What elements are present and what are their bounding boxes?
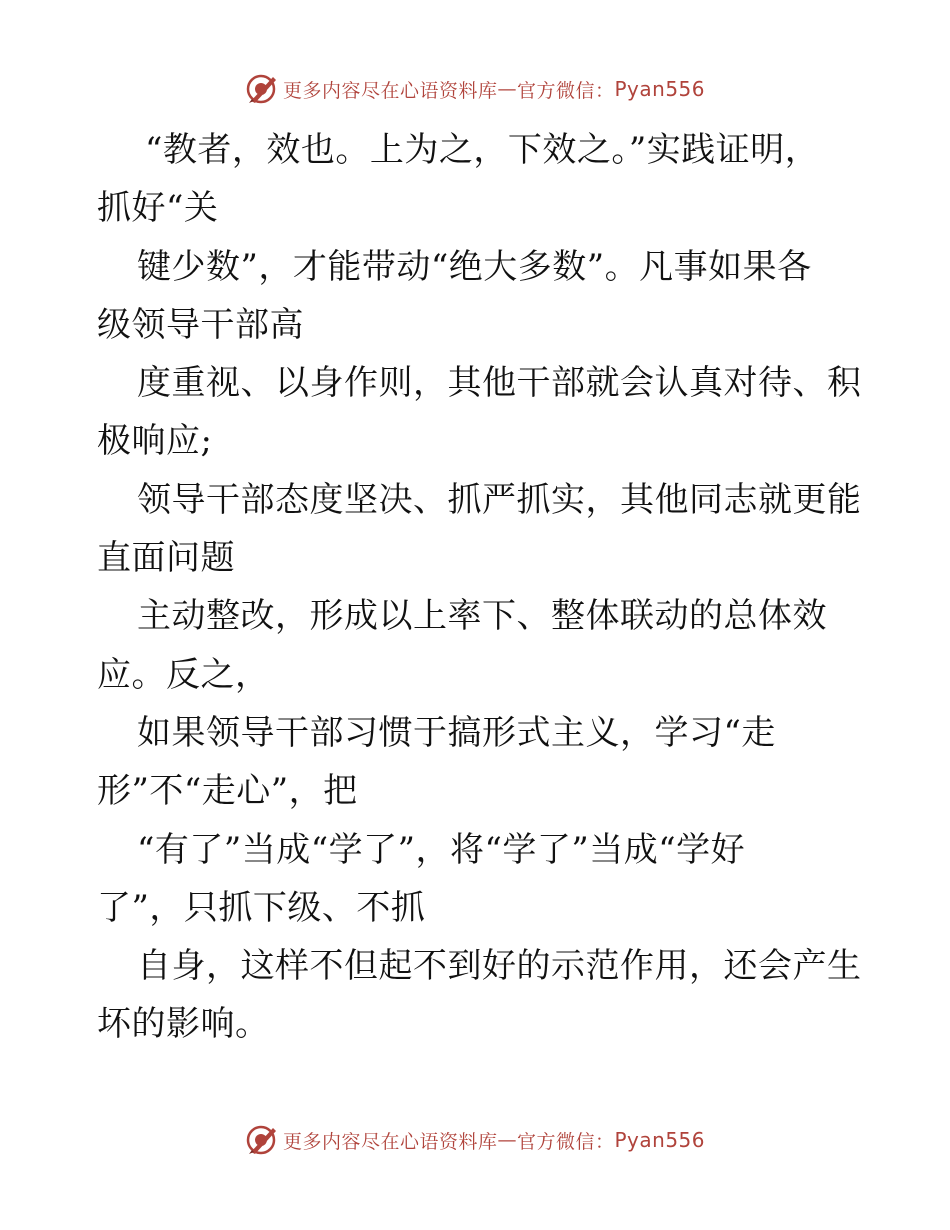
banner-separator: — — [497, 78, 517, 100]
text-line: 直面问题 — [97, 538, 235, 579]
banner-wechat-id: Pyan556 — [614, 1128, 706, 1152]
text-line: 形”不“走心”，把 — [97, 771, 358, 812]
text-line: 键少数”，才能带动“绝大多数”。凡事如果各 — [137, 246, 812, 287]
text-line: 了”，只抓下级、不抓 — [97, 887, 426, 928]
text-line: 主动整改，形成以上率下、整体联动的总体效 — [137, 596, 827, 637]
banner-wechat-label: 官方微信： — [516, 79, 615, 102]
text-line: “有了”当成“学了”，将“学了”当成“学好 — [137, 829, 746, 870]
text-line: 坏的影响。 — [97, 1004, 270, 1045]
footer-banner — [0, 1123, 950, 1157]
text-line: 如果领导干部习惯于搞形式主义，学习“走 — [137, 712, 776, 753]
banner-separator: — — [497, 1129, 517, 1151]
text-line: “教者，效也。上为之，下效之。”实践证明， — [145, 130, 820, 170]
document-body — [97, 121, 862, 1054]
banner-wechat-label: 官方微信： — [516, 1130, 615, 1153]
text-line: 自身，这样不但起不到好的示范作用，还会产生 — [137, 946, 862, 987]
banner-title: 更多内容尽在心语资料库 — [282, 79, 498, 102]
text-line: 应。反之， — [97, 654, 270, 695]
text-line: 领导干部态度坚决、抓严抓实，其他同志就更能 — [137, 479, 862, 520]
text-line: 极响应; — [97, 421, 213, 462]
header-banner — [0, 72, 950, 106]
banner-title: 更多内容尽在心语资料库 — [282, 1130, 498, 1153]
banner-wechat-id: Pyan556 — [614, 77, 706, 101]
text-line: 级领导干部高 — [97, 304, 304, 345]
pen-logo-icon — [245, 1123, 279, 1157]
text-line: 度重视、以身作则，其他干部就会认真对待、积 — [137, 363, 862, 404]
text-line: 抓好“关 — [97, 188, 219, 229]
pen-logo-icon — [245, 72, 279, 106]
